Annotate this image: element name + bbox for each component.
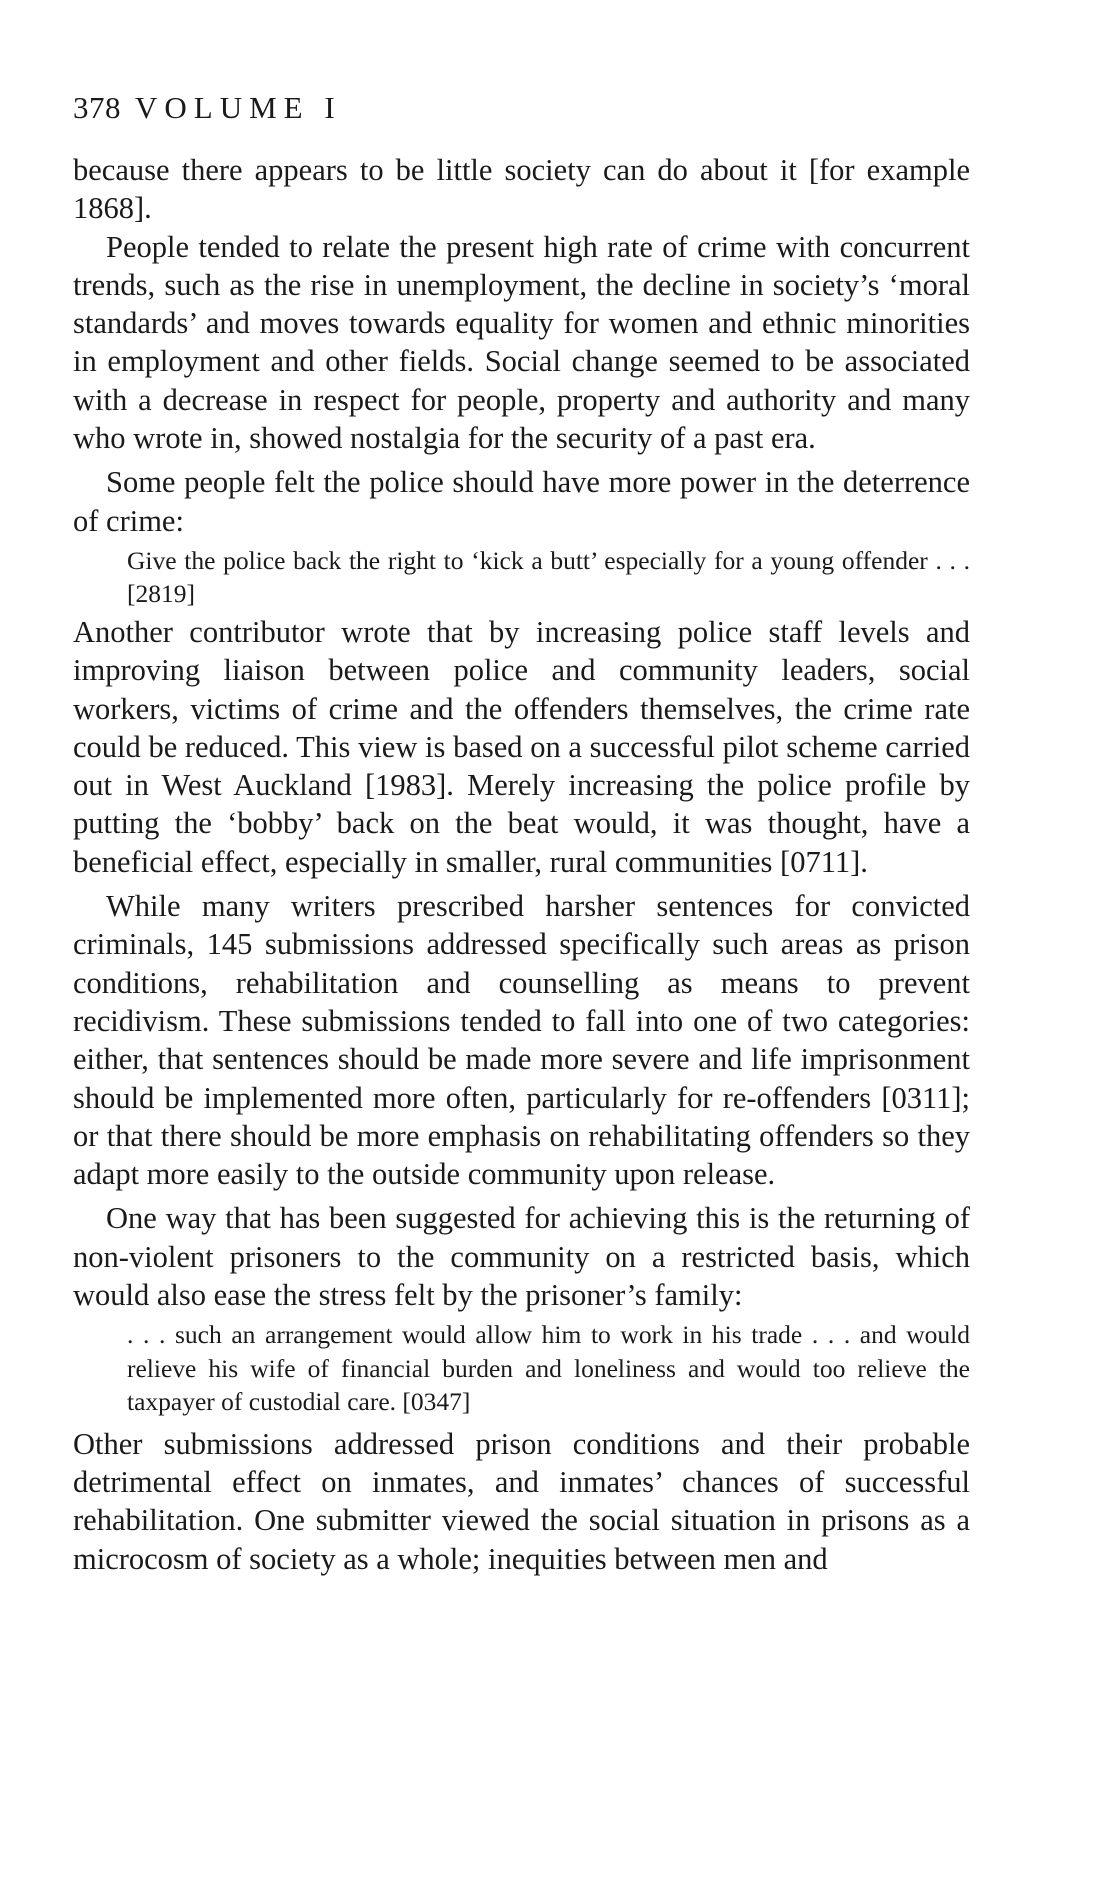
block-quote-prisoner-family: . . . such an arrangement would allow him to work in his trade . . . and would relieve his wife of financial burden and loneliness and would too relieve the taxpayer of custodial care. [0347] xyxy=(127,1320,970,1417)
page-number: 378 xyxy=(73,90,121,125)
block-quote-police: Give the police back the right to ‘kick a butt’ especially for a young offender . . . [2819] xyxy=(127,545,970,609)
volume-label: VOLUME I xyxy=(135,90,342,125)
paragraph-continuation: because there appears to be little society can do about it [for example 1868]. xyxy=(73,153,970,226)
paragraph-non-violent-prisoners: One way that has been suggested for achieving this is the returning of non-violent prisoners to the community on a restricted basis, which would also ease the stress felt by the prisoner’s family: xyxy=(73,1201,970,1313)
body-text xyxy=(73,151,970,1578)
paragraph-crime-trends: People tended to relate the present high rate of crime with concurrent trends, such as the rise in unemployment, the decline in society’s ‘moral standards’ and moves towards equality for women and ethnic minorities in employment and other fields. Social change seemed to be associated with a decrease in respect for people, property and authority and many who wrote in, showed nostalgia for the security of a past era. xyxy=(73,229,970,456)
running-header xyxy=(73,90,342,126)
paragraph-prison-conditions: Other submissions addressed prison conditions and their probable detrimental effect on inmates, and inmates’ chances of successful rehabilitation. One submitter viewed the social situation in prisons as a microcosm of society as a whole; inequities between men and xyxy=(73,1426,970,1576)
paragraph-police-liaison: Another contributor wrote that by increasing police staff levels and improving liaison between police and community leaders, social workers, victims of crime and the offenders themselves, the crime rate could be reduced. This view is based on a successful pilot scheme carried out in West Auckland [1983]. Merely increasing the police profile by putting the ‘bobby’ back on the beat would, it was thought, have a beneficial effect, especially in smaller, rural communities [0711]. xyxy=(73,614,970,879)
paragraph-sentences: While many writers prescribed harsher sentences for convicted criminals, 145 submissions addressed specifically such areas as prison conditions, rehabilitation and counselling as means to prevent recidivism. These submissions tended to fall into one of two categories: either, that sentences should be made more severe and life imprisonment should be implemented more often, particularly for re-offenders [0311]; or that there should be more emphasis on rehabilitating offenders so they adapt more easily to the outside community upon release. xyxy=(73,889,970,1192)
paragraph-police-power: Some people felt the police should have more power in the deterrence of crime: xyxy=(73,465,970,538)
